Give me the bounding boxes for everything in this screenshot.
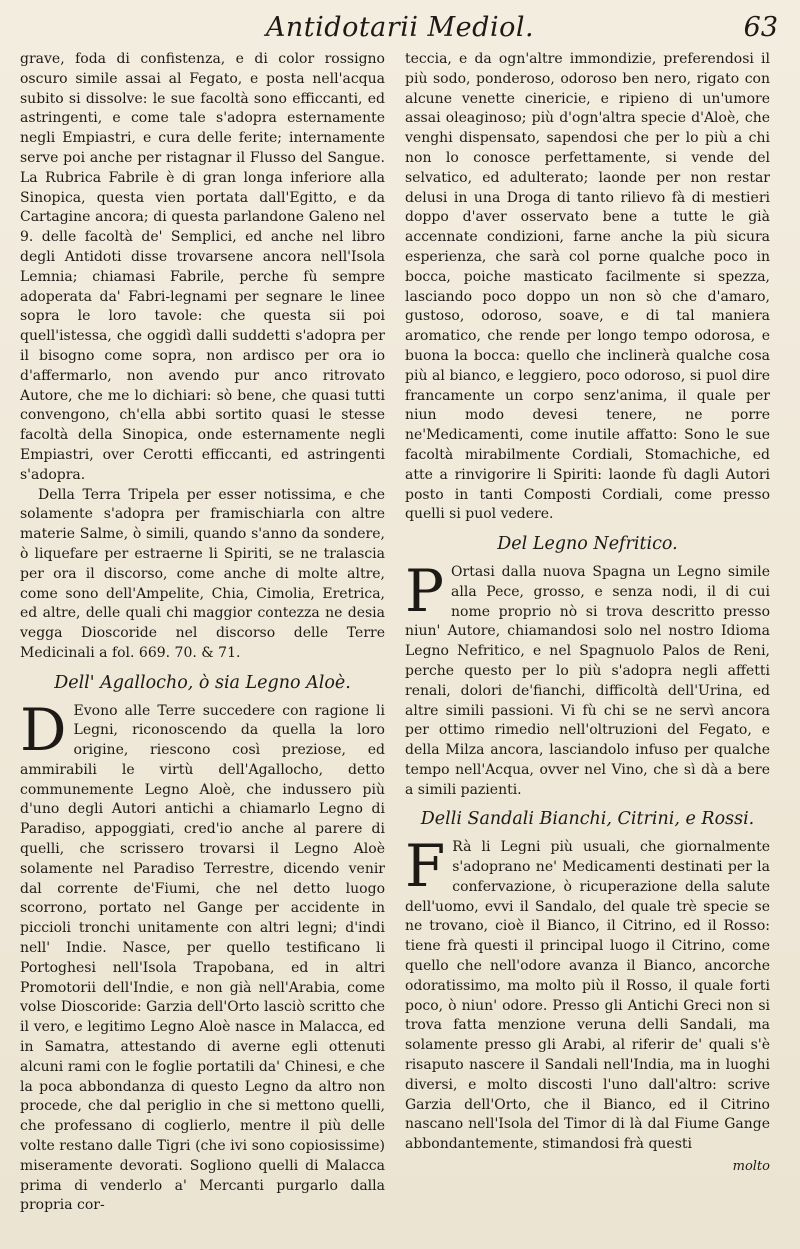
section-heading-sandali: Delli Sandali Bianchi, Citrini, e Rossi. bbox=[420, 809, 755, 830]
right-column bbox=[405, 50, 770, 1177]
paragraph-with-dropcap bbox=[405, 556, 770, 801]
paragraph-with-dropcap bbox=[20, 695, 385, 1217]
left-column bbox=[20, 50, 385, 1216]
drop-cap: F bbox=[405, 832, 446, 901]
running-title: Antidotarii Mediol. bbox=[265, 12, 535, 43]
drop-cap: D bbox=[20, 695, 67, 764]
running-head bbox=[0, 12, 800, 46]
paragraph: Della Terra Tripela per esser notissima, e che solamente s'adopra per framischiarla con altre materie Salme, ò simili, quando s'anno da sondere, ò liquefare per estraerne li Spiriti, se ne tralascia per ora il discorso, come anche di molte altre, come sono dell'Ampelite, Chia, Cimolia, Eretrica, ed altre, delle quali chi maggior contezza ne desia vegga Dioscoride nel discorso delle Terre Medicinali a fol. 669. 70. & 71. bbox=[20, 486, 385, 661]
paragraph-text: Evono alle Terre succedere con ragione li Legni, riconoscendo da quella la loro origine, riescono così preziose, ed ammirabili le virtù dell'Agallocho, detto communemente Legno Aloè, che indussero più d'uno degli Autori antichi a chiamarlo Legno di Paradiso, appoggiati, cred'io anche al parere di quelli, che scrissero trovarsi il Legno Aloè solamente nel Paradiso Terrestre, dicendo venir dal corrente de'Fiumi, che nel detto luogo scorrono, portato nel Gange per accidente in piccioli tronchi unitamente con altri legni; d'indi nell' Indie. Nasce, per quello testificano li Portoghesi nell'Isola Trapobana, ed in altri Promotorii dell'Indie, e non già nell'Arabia, come volse Dioscoride: Garzia dell'Orto lasciò scritto che il vero, e legitimo Legno Aloè nasce in Malacca, ed in Samatra, attestando di averne egli ottenuti alcuni rami con le foglie portatili da' Chinesi, e che la poca abbondanza di questo Legno da altro non procede, che dal periglio in che si mettono quelli, che professano di coglierlo, mentre il più delle volte restano dalle Tigri (che ivi sono copiosissime) miseramente devorati. Sogliono quelli di Malacca prima di venderlo a' Mercanti purgarlo dalla propria cor- bbox=[20, 702, 385, 1214]
paragraph: teccia, e da ogn'altre immondizie, preferendosi il più sodo, ponderoso, odoroso ben nero, rigato con alcune venette cinericie, e ripieno di un'umore assai oleaginoso; più d'ogn'altra specie d'Aloè, che venghi dispensato, sapendosi che per lo più a chi non lo conosce perfettamente, si vende del selvatico, ed adulterato; laonde per non restar delusi in una Droga di tanto rilievo fà di mestieri doppo d'aver osservato bene a tutte le già accennate condizioni, farne anche la più sicura esperienza, che sarà col porne qualche poco in bocca, poiche masticato facilmente si spezza, lasciando poco doppo un non sò che d'amaro, gustoso, odoroso, soave, e di tal maniera aromatico, che rende per longo tempo odorosa, e buona la bocca: quello che inclinerà qualche cosa più al bianco, e leggiero, poco odoroso, si puol dire francamente un corpo senz'anima, il quale per niun modo devesi tenere, ne porre ne'Medicamenti, come inutile affatto: Sono le sue facoltà mirabilmente Cordiali, Stomachiche, ed atte a rinvigorire li Spiriti: laonde fù dagli Autori posto in tanti Composti Cordiali, come presso quelli si puol vedere. bbox=[405, 51, 770, 523]
catchword: molto bbox=[732, 1159, 770, 1175]
paragraph-text: Rà li Legni più usuali, che giornalmente s'adoprano ne' Medicamenti destinati per la confervazione, ò ricuperazione della salute dell'uomo, evvi il Sandalo, del quale trè specie se ne trovano, cioè il Bianco, il Citrino, ed il Rosso: tiene frà questi il principal luogo il Citrino, come quello che nell'odore avanza il Bianco, ancorche odoratissimo, ma molto più il Rosso, il quale forti poco, ò niun' odore. Presso gli Antichi Greci non si trova fatta menzione veruna delli Sandali, ma solamente presso gli Arabi, al riferir de' quali s'è risaputo nascere il Sandali nell'India, ma in luoghi diversi, e molto discosti l'uno dall'altro: scrive Garzia dell'Orto, che il Bianco, ed il Citrino nascano nell'Isola del Timor di là dal Fiume Gange abbondantemente, stimandosi frà questi bbox=[405, 839, 770, 1153]
paragraph-text: Ortasi dalla nuova Spagna un Legno simile alla Pece, grosso, e senza nodi, il di cui nome proprio nò si trova descritto presso niun' Autore, chiamandosi solo nel nostro Idioma Legno Nefritico, e nel Spagnuolo Palos de Reni, perche questo per lo più s'adopra negli affetti renali, dolori de'fianchi, difficoltà dell'Urina, ed altre simili passioni. Vi fù chi se ne servì ancora per ottimo rimedio nell'oltruzioni del Fegato, e della Milza ancora, lasciandolo infuso per qualche tempo nell'Acqua, ovver nel Vino, che sì dà a bere a simili pazienti. bbox=[405, 563, 770, 798]
paragraph: grave, foda di confistenza, e di color rossigno oscuro simile assai al Fegato, e posta nell'acqua subito si dissolve: le sue facoltà sono efficcanti, ed astringenti, e come tale s'adopra esternamente negli Empiastri, e cura delle ferite; internamente serve poi anche per ristagnar il Flusso del Sangue. La Rubrica Fabrile è di gran longa inferiore alla Sinopica, questa vien portata dall'Egitto, e da Cartagine ancora; di questa parlandone Galeno nel 9. delle facoltà de' Semplici, ed anche nel libro degli Antidoti disse trovarsene ancora nell'Isola Lemnia; chiamasi Fabrile, perche fù sempre adoperata da' Fabri-legnami per segnare le linee sopra le loro tavole: che questa sii poi quell'istessa, che oggidì dalli suddetti s'adopra per il bisogno come sopra, non ardisco per ora io d'affermarlo, non avendo pur anco ritrovato Autore, che me lo dichiari: sò bene, che quasi tutti convengono, ch'ella abbi sortito quasi le stesse facoltà della Sinopica, onde esternamente negli Empiastri, over Cerotti efficcanti, ed astringenti s'adopra. bbox=[20, 51, 385, 483]
section-heading-agallocho: Dell' Agallocho, ò sia Legno Aloè. bbox=[54, 672, 351, 693]
drop-cap: P bbox=[405, 556, 445, 625]
page-number: 63 bbox=[743, 12, 778, 43]
section-heading-legno-nefritico: Del Legno Nefritico. bbox=[497, 534, 678, 555]
paragraph-with-dropcap bbox=[405, 832, 770, 1155]
text-columns bbox=[20, 50, 790, 1230]
